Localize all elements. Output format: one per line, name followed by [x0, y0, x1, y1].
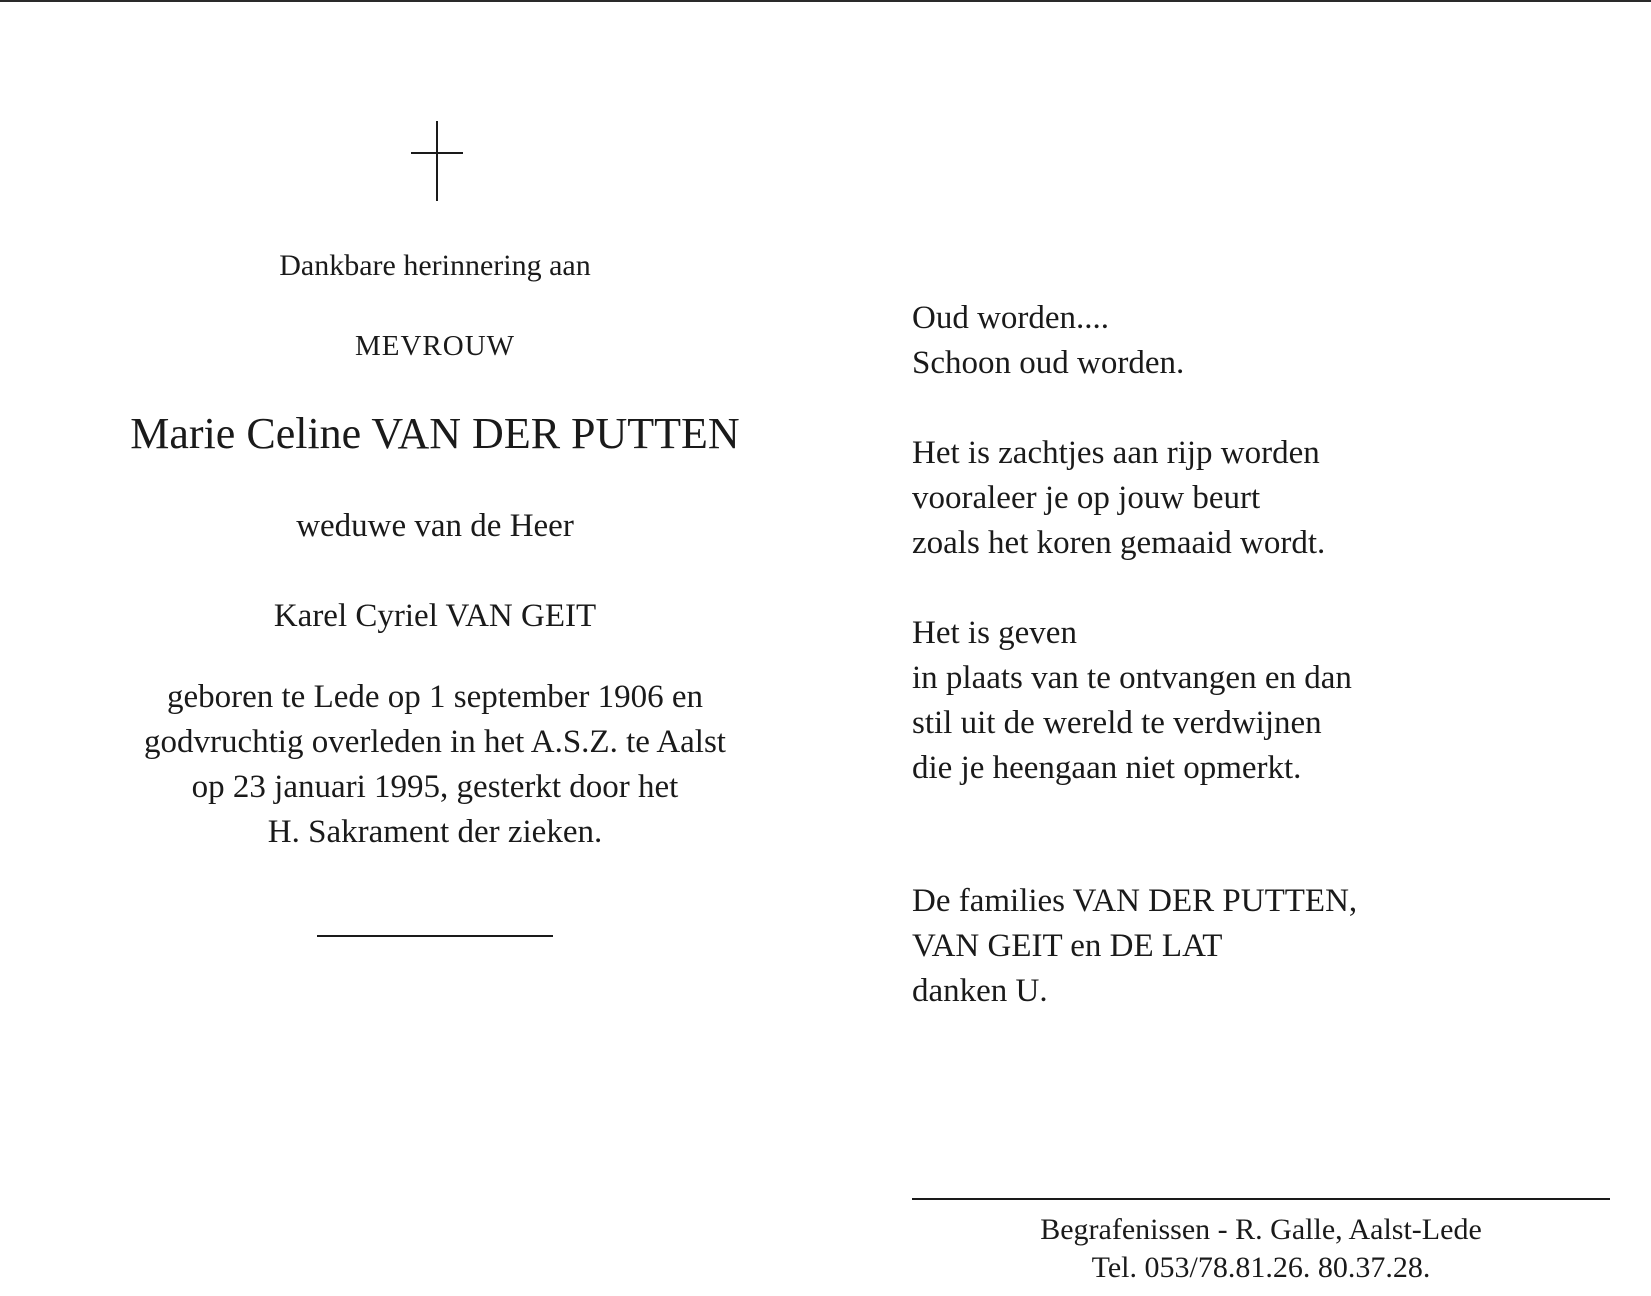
poem-stanza-1 [912, 296, 1184, 386]
cross-icon [411, 121, 463, 201]
poem-line: vooraleer je op jouw beurt [912, 480, 1261, 516]
undertaker-name: Begrafenissen - R. Galle, Aalst-Lede [1040, 1213, 1482, 1246]
birth-death-details [60, 675, 810, 855]
poem-stanza-3 [912, 611, 1352, 791]
intro-text: Dankbare herinnering aan [279, 249, 591, 282]
thanks-line: De families VAN DER PUTTEN, [912, 883, 1358, 919]
husband-name: Karel Cyriel VAN GEIT [273, 598, 597, 634]
honorific-title: MEVROUW [354, 330, 516, 362]
details-line: op 23 januari 1995, gesterkt door het [191, 769, 679, 805]
deceased-name: Marie Celine VAN DER PUTTEN [130, 409, 740, 458]
poem-line: Het is geven [912, 615, 1077, 651]
poem-line: stil uit de wereld te verdwijnen [912, 705, 1322, 741]
poem-line: Oud worden.... [912, 300, 1110, 336]
poem-line: in plaats van te ontvangen en dan [912, 660, 1352, 696]
right-divider [912, 1198, 1610, 1200]
poem-line: zoals het koren gemaaid wordt. [912, 525, 1326, 561]
undertaker-info [912, 1211, 1610, 1287]
thanks-line: VAN GEIT en DE LAT [912, 928, 1223, 964]
poem-line: die je heengaan niet opmerkt. [912, 750, 1302, 786]
details-line: godvruchtig overleden in het A.S.Z. te Aalst [144, 724, 726, 760]
left-divider [317, 935, 553, 937]
poem-line: Het is zachtjes aan rijp worden [912, 435, 1320, 471]
poem-stanza-2 [912, 431, 1325, 566]
family-thanks [912, 879, 1357, 1014]
poem-line: Schoon oud worden. [912, 345, 1185, 381]
thanks-line: danken U. [912, 973, 1048, 1009]
widow-of-text: weduwe van de Heer [296, 508, 574, 544]
undertaker-phone: Tel. 053/78.81.26. 80.37.28. [1091, 1251, 1431, 1284]
details-line: H. Sakrament der zieken. [267, 814, 603, 850]
card-top-edge [0, 0, 1651, 2]
details-line: geboren te Lede op 1 september 1906 en [166, 679, 704, 715]
